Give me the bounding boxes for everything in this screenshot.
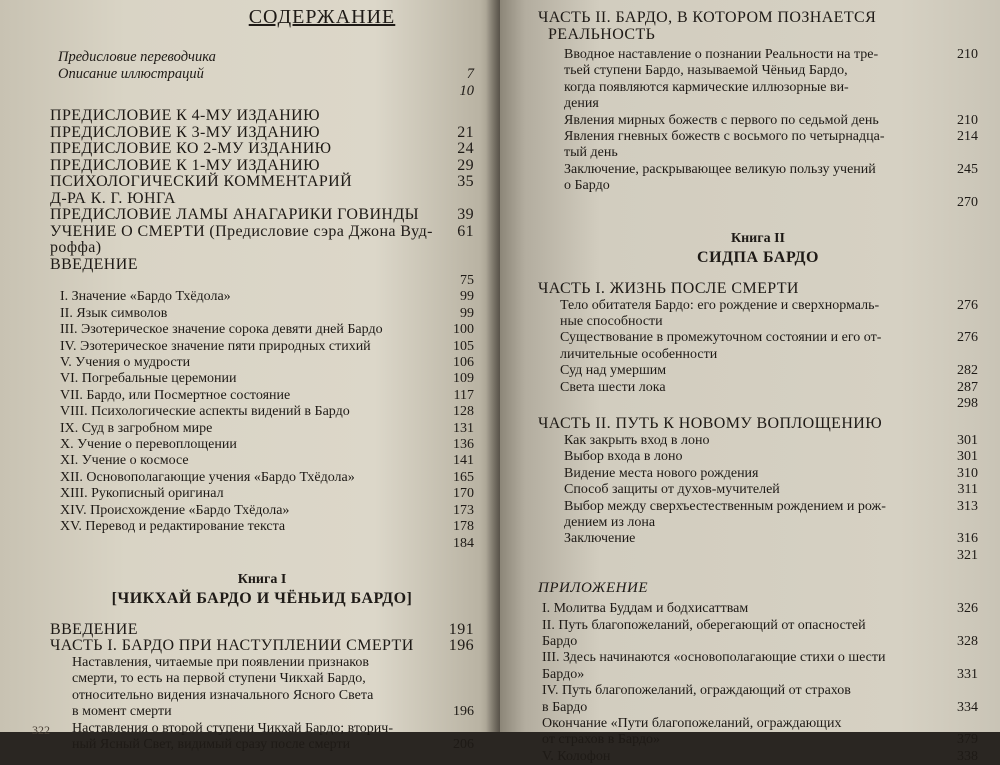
toc-row [50,125,474,142]
toc-row [50,191,474,208]
toc-row [538,650,978,666]
toc-row [538,396,978,412]
toc-entry-text: XII. Основополагающие учения «Бардо Тхёдола» [60,469,355,485]
book-items [50,622,474,753]
toc-page-number: 301 [957,432,978,448]
toc-row [538,601,978,617]
part-title: ЧАСТЬ I. ЖИЗНЬ ПОСЛЕ СМЕРТИ [538,280,799,298]
toc-row [538,499,978,515]
toc-row [50,83,474,100]
toc-page-number: 210 [957,47,978,62]
toc-row [50,404,474,420]
toc-entry-text: Как закрыть вход в лоно [564,432,710,448]
toc-entry-text: тый день [564,145,618,161]
toc-entry-text: дения [564,96,599,112]
prefaces-section [50,108,474,273]
toc-entry-text: тьей ступени Бардо, называемой Чёньид Бардо, [564,63,848,79]
book-label: Книга I [237,571,287,587]
toc-entry-text: относительно видения изначального Ясного Света [72,687,374,703]
toc-row [50,704,474,720]
toc-page-number: 276 [957,297,978,313]
toc-entry-text: ные способности [560,313,663,329]
toc-page-number: 191 [448,620,474,638]
toc-entry-text: Бардо» [542,666,585,682]
toc-row [538,380,978,396]
toc-row [50,66,474,83]
toc-entry-text: Явления гневных божеств с восьмого по четырнадца- [564,129,885,145]
toc-entry-text: II. Путь благопожеланий, оберегающий от опасностей [542,617,866,633]
toc-entry-text: ВВЕДЕНИЕ [50,620,138,638]
right-page [500,0,1000,764]
toc-entry-text: Выбор входа в лоно [564,449,683,465]
toc-entry-text: в Бардо [542,699,588,715]
toc-row [50,721,474,737]
toc-page-number: 109 [453,371,474,387]
toc-page-number: 131 [453,420,474,436]
toc-page-number: 24 [457,140,474,157]
toc-entry-text: Заключение [564,531,636,547]
toc-entry-text: ПРЕДИСЛОВИЕ К 4-МУ ИЗДАНИЮ [50,107,320,124]
toc-entry-text: XI. Учение о космосе [60,453,189,469]
toc-page-number: 331 [957,666,978,682]
toc-row [50,306,474,322]
part2b-items [538,433,978,564]
toc-entry-text: V. Учения о мудрости [60,355,191,371]
toc-page-number: 128 [453,404,474,420]
toc-page-number: 39 [457,206,474,223]
toc-page-number: 136 [453,437,474,453]
toc-row [538,482,978,498]
toc-entry-text: ПРЕДИСЛОВИЕ ЛАМЫ АНАГАРИКИ ГОВИНДЫ [50,206,420,223]
toc-row [50,688,474,704]
toc-row [538,129,978,145]
toc-page-number: 316 [957,531,978,547]
toc-page-number: 311 [957,482,978,498]
toc-row [538,113,978,129]
toc-entry-text: роффа) [50,239,102,256]
toc-entry-text: IV. Эзотерическое значение пяти природных стихий [60,338,371,354]
toc-row [538,195,978,211]
toc-entry-text: Окончание «Пути благопожеланий, ограждающих [542,716,842,731]
toc-row [538,449,978,465]
toc-row [538,700,978,716]
toc-page-number: 270 [957,194,978,210]
toc-row [538,749,978,765]
toc-row [538,667,978,683]
toc-row [50,536,474,552]
toc-row [50,388,474,404]
toc-page-number: 276 [957,330,978,346]
toc-entry-text: I. Молитва Буддам и бодхисаттвам [542,601,749,617]
toc-page-number: 338 [957,748,978,764]
toc-entry-text: личительные особенности [560,346,718,362]
toc-page-number: 99 [460,289,474,305]
introduction-items [50,289,474,552]
toc-row [538,47,978,63]
toc-row [50,519,474,535]
toc-entry-text: Заключение, раскрывающее великую пользу учений [564,161,876,177]
folio: 322 [32,723,50,737]
toc-entry-text: Бардо [542,633,578,649]
toc-row [538,515,978,531]
book-label: Книга II [730,231,786,247]
page-title: СОДЕРЖАНИЕ [248,6,396,28]
toc-row [538,63,978,79]
toc-row [538,162,978,178]
toc-entry-text: Наставления о второй ступени Чикхай Бардо; вторич- [72,720,394,736]
toc-entry-text: I. Значение «Бардо Тхёдола» [60,289,231,305]
toc-row [538,145,978,161]
toc-page-number: 170 [453,486,474,502]
toc-page-number: 282 [957,363,978,379]
toc-entry-text: Выбор между сверхъестественным рождением и рож- [564,498,886,514]
toc-row [50,371,474,387]
toc-entry-text: Существование в промежуточном состоянии и его от- [560,330,882,346]
part-title: ЧАСТЬ II. БАРДО, В КОТОРОМ ПОЗНАЕТСЯ [538,9,877,26]
toc-page-number: 141 [453,453,474,469]
toc-page-number: 287 [957,379,978,395]
toc-page-number: 105 [453,338,474,354]
toc-entry-text: XIV. Происхождение «Бардо Тхёдола» [60,502,290,518]
toc-row [50,421,474,437]
toc-page-number: 326 [957,601,978,617]
toc-row [50,671,474,687]
part2-items [538,47,978,211]
toc-row [50,240,474,257]
toc-entry-text: V. Колофон [542,748,611,764]
toc-row [538,80,978,96]
toc-row [50,108,474,125]
toc-row [538,178,978,194]
toc-row [538,330,978,346]
toc-page-number: 298 [957,396,978,411]
toc-page-number: 214 [957,129,978,145]
toc-row [538,618,978,634]
toc-entry-text: Суд над умершим [560,363,667,379]
toc-entry-text: Д-РА К. Г. ЮНГА [50,189,176,207]
toc-page-number: 184 [453,535,474,551]
toc-page-number: 334 [957,699,978,715]
toc-entry-text: Видение места нового рождения [564,465,759,481]
italic-section [50,49,474,100]
toc-row [50,158,474,175]
toc-row [50,339,474,355]
toc-page-number: 61 [457,222,474,240]
toc-row [50,257,474,274]
toc-row [538,732,978,748]
left-page [0,0,500,752]
toc-entry-text: X. Учение о перевоплощении [60,437,237,453]
toc-row [50,622,474,639]
toc-page-number: 21 [457,123,474,141]
book-title: СИДПА БАРДО [697,249,819,267]
toc-row [538,96,978,112]
toc-entry-text: в момент смерти [72,704,172,720]
toc-page-number: 245 [957,161,978,177]
toc-page-number: 196 [448,637,474,655]
toc-row [50,638,474,655]
toc-row [50,470,474,486]
toc-page-number: 173 [453,502,474,518]
toc-entry-text: II. Язык символов [60,305,168,321]
book-title: [ЧИКХАЙ БАРДО И ЧЁНЬИД БАРДО] [111,589,413,607]
toc-entry-text: от страхов в Бардо» [542,732,661,748]
toc-page-number: 328 [957,633,978,649]
toc-page-number: 313 [957,498,978,514]
toc-entry-text: VIII. Психологические аспекты видений в Бардо [60,404,350,420]
toc-row [50,355,474,371]
toc-row [50,141,474,158]
toc-page-number: 7 [466,66,474,82]
toc-row [538,634,978,650]
toc-row [50,207,474,224]
toc-row [538,347,978,363]
toc-entry-text: VI. Погребальные церемонии [60,371,237,387]
toc-row [50,737,474,753]
toc-entry-text: Описание иллюстраций [58,66,204,82]
toc-page-number: 196 [453,704,474,720]
toc-entry-text: дением из лона [564,514,656,530]
part1-items [538,298,978,413]
toc-row: 75 [460,273,474,288]
toc-entry-text: ПРЕДИСЛОВИЕ К 1-МУ ИЗДАНИЮ [50,156,320,174]
toc-entry-text: Тело обитателя Бардо: его рождение и сверхнормаль- [560,297,880,313]
toc-entry-text: III. Здесь начинаются «основополагающие стихи о шести [542,650,886,666]
toc-entry-text: XV. Перевод и редактирование текста [60,519,286,535]
toc-entry-text: Предисловие переводчика [58,49,216,65]
toc-row [538,433,978,449]
toc-entry-text: ПРЕДИСЛОВИЕ КО 2-МУ ИЗДАНИЮ [50,140,332,157]
toc-entry-text: о Бардо [564,178,610,194]
toc-page-number: 206 [453,736,474,752]
toc-entry-text: VII. Бардо, или Посмертное состояние [60,387,291,403]
toc-entry-text: Вводное наставление о познании Реальности на тре- [564,47,879,62]
toc-page-number: 165 [453,469,474,485]
toc-entry-text: ЧАСТЬ I. БАРДО ПРИ НАСТУПЛЕНИИ СМЕРТИ [50,637,414,655]
toc-page-number: 99 [460,305,474,321]
toc-row [50,289,474,305]
toc-row [538,466,978,482]
toc-page-number: 106 [453,355,474,371]
toc-entry-text: IV. Путь благопожеланий, ограждающий от страхов [542,683,851,699]
toc-row [50,486,474,502]
toc-entry-text: ВВЕДЕНИЕ [50,255,138,273]
toc-entry-text: ный Ясный Свет, видимый сразу после смерти [72,736,351,752]
toc-row [50,174,474,191]
appendix-items [538,601,978,765]
toc-row [50,655,474,671]
toc-row [538,548,978,564]
toc-row [538,314,978,330]
toc-row [50,322,474,338]
toc-row [538,683,978,699]
toc-page-number: 310 [957,465,978,481]
part-title-cont: РЕАЛЬНОСТЬ [548,25,656,43]
toc-row [50,224,474,241]
toc-entry-text: XIII. Рукописный оригинал [60,486,224,502]
appendix-title: ПРИЛОЖЕНИЕ [538,580,648,597]
toc-page-number: 210 [957,112,978,128]
toc-page-number: 100 [453,322,474,338]
toc-entry-text: Способ защиты от духов-мучителей [564,482,780,498]
toc-entry-text: III. Эзотерическое значение сорока девяти дней Бардо [60,322,383,338]
toc-page-number: 35 [457,173,474,190]
toc-entry-text: ПРЕДИСЛОВИЕ К 3-МУ ИЗДАНИЮ [50,123,320,141]
toc-page-number: 321 [957,547,978,563]
toc-page-number: 301 [957,449,978,465]
toc-page-number: 10 [459,83,474,99]
toc-row [538,363,978,379]
toc-entry-text: Явления мирных божеств с первого по седьмой день [564,112,879,128]
toc-row [538,531,978,547]
toc-entry-text: ПСИХОЛОГИЧЕСКИЙ КОММЕНТАРИЙ [50,173,353,190]
toc-page-number: 29 [457,156,474,174]
toc-entry-text: когда появляются кармические иллюзорные ви- [564,79,849,95]
toc-row [50,437,474,453]
toc-page-number: 117 [453,387,474,403]
toc-entry-text: Света шести лока [560,379,666,395]
toc-page-number: 178 [453,519,474,535]
part-title: ЧАСТЬ II. ПУТЬ К НОВОМУ ВОПЛОЩЕНИЮ [538,415,883,433]
toc-entry-text: УЧЕНИЕ О СМЕРТИ (Предисловие сэра Джона Вуд- [50,222,433,240]
toc-page-number: 379 [957,732,978,748]
toc-row [50,503,474,519]
toc-entry-text: Наставления, читаемые при появлении признаков [72,654,369,670]
toc-row [50,453,474,469]
toc-entry-text: смерти, то есть на первой ступени Чикхай Бардо, [72,671,366,687]
toc-row [50,49,474,66]
toc-entry-text: IX. Суд в загробном мире [60,420,213,436]
toc-row [538,716,978,732]
toc-row [538,298,978,314]
